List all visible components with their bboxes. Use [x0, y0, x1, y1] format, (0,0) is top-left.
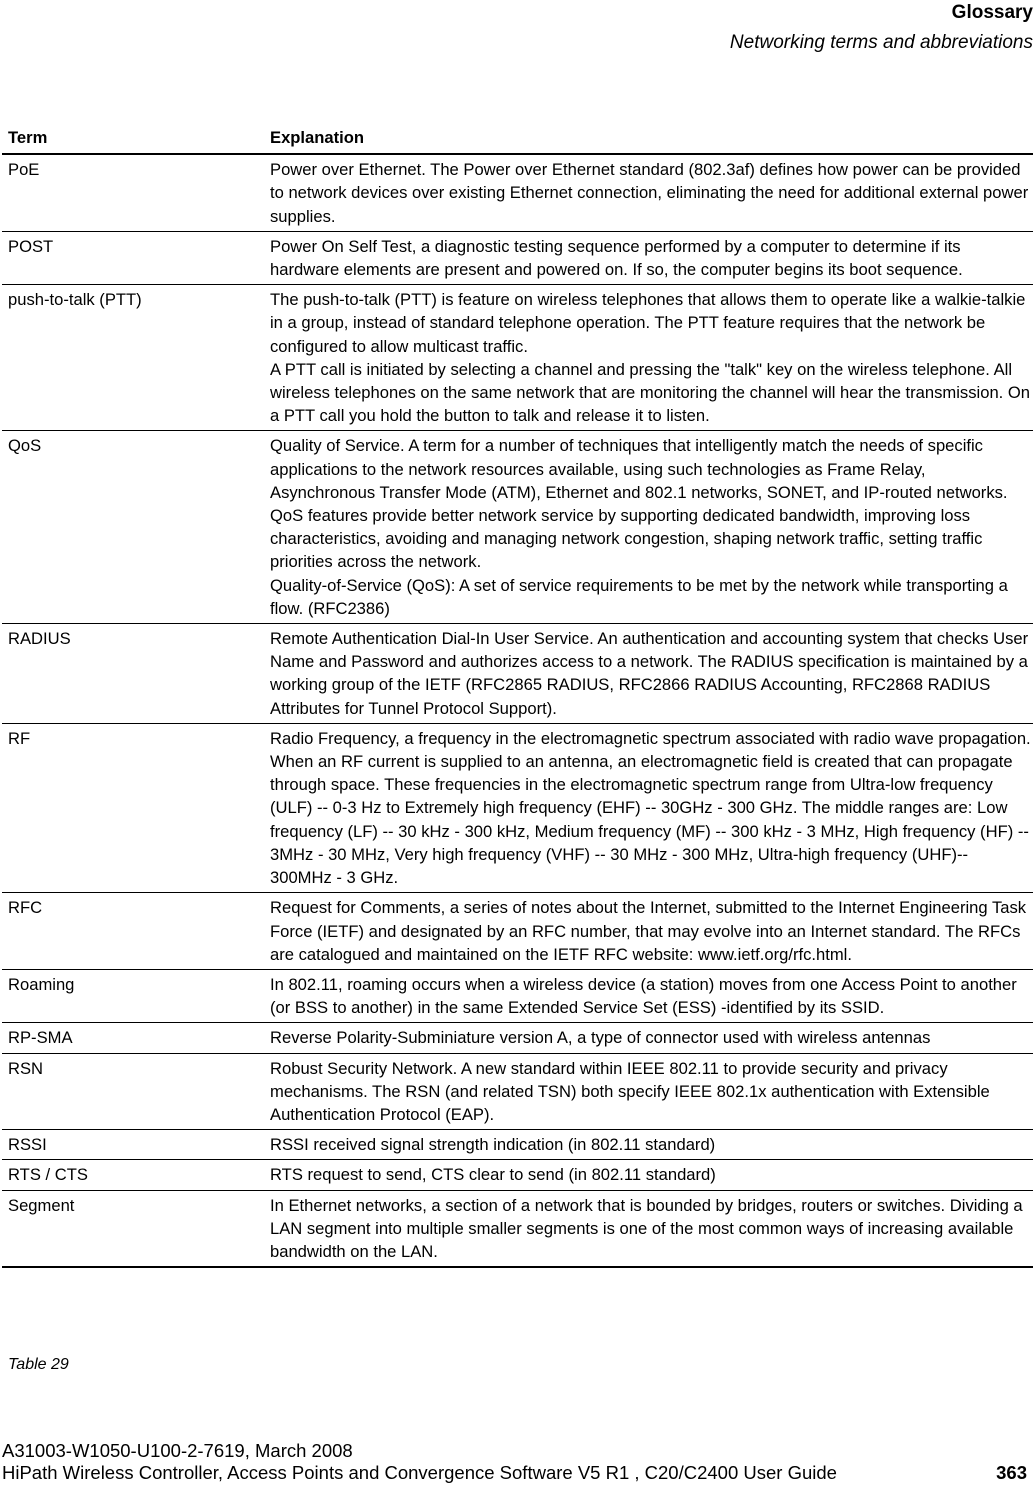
- table-header-row: [2, 122, 1033, 154]
- table-row: [2, 285, 1033, 431]
- column-header-explanation: Explanation: [264, 122, 1033, 154]
- explanation-cell: In 802.11, roaming occurs when a wireless device (a station) moves from one Access Point to another (or BSS to another) in the same Extended Service Set (ESS) -identified by its SSID.: [264, 969, 1033, 1022]
- explanation-cell: Robust Security Network. A new standard within IEEE 802.11 to provide security and privacy mechanisms. The RSN (and related TSN) both specify IEEE 802.1x authentication with Extensible Authentication Protocol (EAP).: [264, 1053, 1033, 1130]
- page-header-title: Glossary: [951, 2, 1033, 23]
- table-row: [2, 893, 1033, 970]
- explanation-cell: RTS request to send, CTS clear to send (in 802.11 standard): [264, 1160, 1033, 1190]
- table-row: [2, 1053, 1033, 1130]
- explanation-cell: Quality of Service. A term for a number of techniques that intelligently match the needs of specific applications to the network resources available, using such technologies as Frame Relay, Asynchronous Transfer Mode (ATM), Ethernet and 802.1 networks, SONET, and IP-routed networks. QoS features provide better network service by supporting dedicated bandwidth, improving loss characteristics, avoiding and managing network congestion, shaping network traffic, setting traffic priorities across the network. Quality-of-Service (QoS): A set of service requirements to be met by the network while transporting a flow. (RFC2386): [264, 431, 1033, 624]
- term-cell: Segment: [2, 1190, 264, 1267]
- explanation-cell: Request for Comments, a series of notes about the Internet, submitted to the Internet Engineering Task Force (IETF) and designated by an RFC number, that may evolve into an Internet standard. The RFCs are catalogued and maintained on the IETF RFC website: www.ietf.org/rfc.html.: [264, 893, 1033, 970]
- explanation-cell: In Ethernet networks, a section of a network that is bounded by bridges, routers or switches. Dividing a LAN segment into multiple smaller segments is one of the most common ways of increasing available bandwidth on the LAN.: [264, 1190, 1033, 1267]
- explanation-cell: RSSI received signal strength indication (in 802.11 standard): [264, 1130, 1033, 1160]
- glossary-table: [2, 122, 1033, 1268]
- explanation-cell: Reverse Polarity-Subminiature version A, a type of connector used with wireless antennas: [264, 1023, 1033, 1053]
- term-cell: RTS / CTS: [2, 1160, 264, 1190]
- table-row: [2, 431, 1033, 624]
- table-row: [2, 969, 1033, 1022]
- explanation-cell: Remote Authentication Dial-In User Service. An authentication and accounting system that checks User Name and Password and authorizes access to a network. The RADIUS specification is maintained by a working group of the IETF (RFC2865 RADIUS, RFC2866 RADIUS Accounting, RFC2868 RADIUS Attributes for Tunnel Protocol Support).: [264, 624, 1033, 724]
- term-cell: QoS: [2, 431, 264, 624]
- term-cell: RP-SMA: [2, 1023, 264, 1053]
- table-row: [2, 231, 1033, 284]
- term-cell: PoE: [2, 154, 264, 231]
- column-header-term: Term: [2, 122, 264, 154]
- term-cell: Roaming: [2, 969, 264, 1022]
- term-cell: RSN: [2, 1053, 264, 1130]
- page-header-subtitle: Networking terms and abbreviations: [729, 32, 1033, 53]
- explanation-cell: The push-to-talk (PTT) is feature on wireless telephones that allows them to operate like a walkie-talkie in a group, instead of standard telephone operation. The PTT feature requires that the network be configured to allow multicast traffic. A PTT call is initiated by selecting a channel and pressing the "talk" key on the wireless telephone. All wireless telephones on the same network that are monitoring the channel will hear the transmission. On a PTT call you hold the button to talk and release it to listen.: [264, 285, 1033, 431]
- table-row: [2, 1160, 1033, 1190]
- table-row: [2, 1023, 1033, 1053]
- term-cell: push-to-talk (PTT): [2, 285, 264, 431]
- table-row: [2, 723, 1033, 892]
- term-cell: RSSI: [2, 1130, 264, 1160]
- term-cell: RF: [2, 723, 264, 892]
- explanation-cell: Power On Self Test, a diagnostic testing sequence performed by a computer to determine if its hardware elements are present and powered on. If so, the computer begins its boot sequence.: [264, 231, 1033, 284]
- table-row: [2, 624, 1033, 724]
- footer-document-number: A31003-W1050-U100-2-7619, March 2008: [2, 1440, 353, 1461]
- table-row: [2, 1190, 1033, 1267]
- explanation-cell: Power over Ethernet. The Power over Ethernet standard (802.3af) defines how power can be provided to network devices over existing Ethernet connection, eliminating the need for additional external power supplies.: [264, 154, 1033, 231]
- table-row: [2, 154, 1033, 231]
- table-row: [2, 1130, 1033, 1160]
- footer-guide-title: HiPath Wireless Controller, Access Points and Convergence Software V5 R1 , C20/C2400 User Guide: [2, 1462, 837, 1483]
- term-cell: RADIUS: [2, 624, 264, 724]
- term-cell: RFC: [2, 893, 264, 970]
- explanation-cell: Radio Frequency, a frequency in the electromagnetic spectrum associated with radio wave propagation. When an RF current is supplied to an antenna, an electromagnetic field is created that can propagate through space. These frequencies in the electromagnetic spectrum range from Ultra-low frequency (ULF) -- 0-3 Hz to Extremely high frequency (EHF) -- 30GHz - 300 GHz. The middle ranges are: Low frequency (LF) -- 30 kHz - 300 kHz, Medium frequency (MF) -- 300 kHz - 3 MHz, High frequency (HF) -- 3MHz - 30 MHz, Very high frequency (VHF) -- 30 MHz - 300 MHz, Ultra-high frequency (UHF)-- 300MHz - 3 GHz.: [264, 723, 1033, 892]
- page-number: 363: [996, 1462, 1027, 1483]
- term-cell: POST: [2, 231, 264, 284]
- table-caption: Table 29: [8, 1356, 69, 1373]
